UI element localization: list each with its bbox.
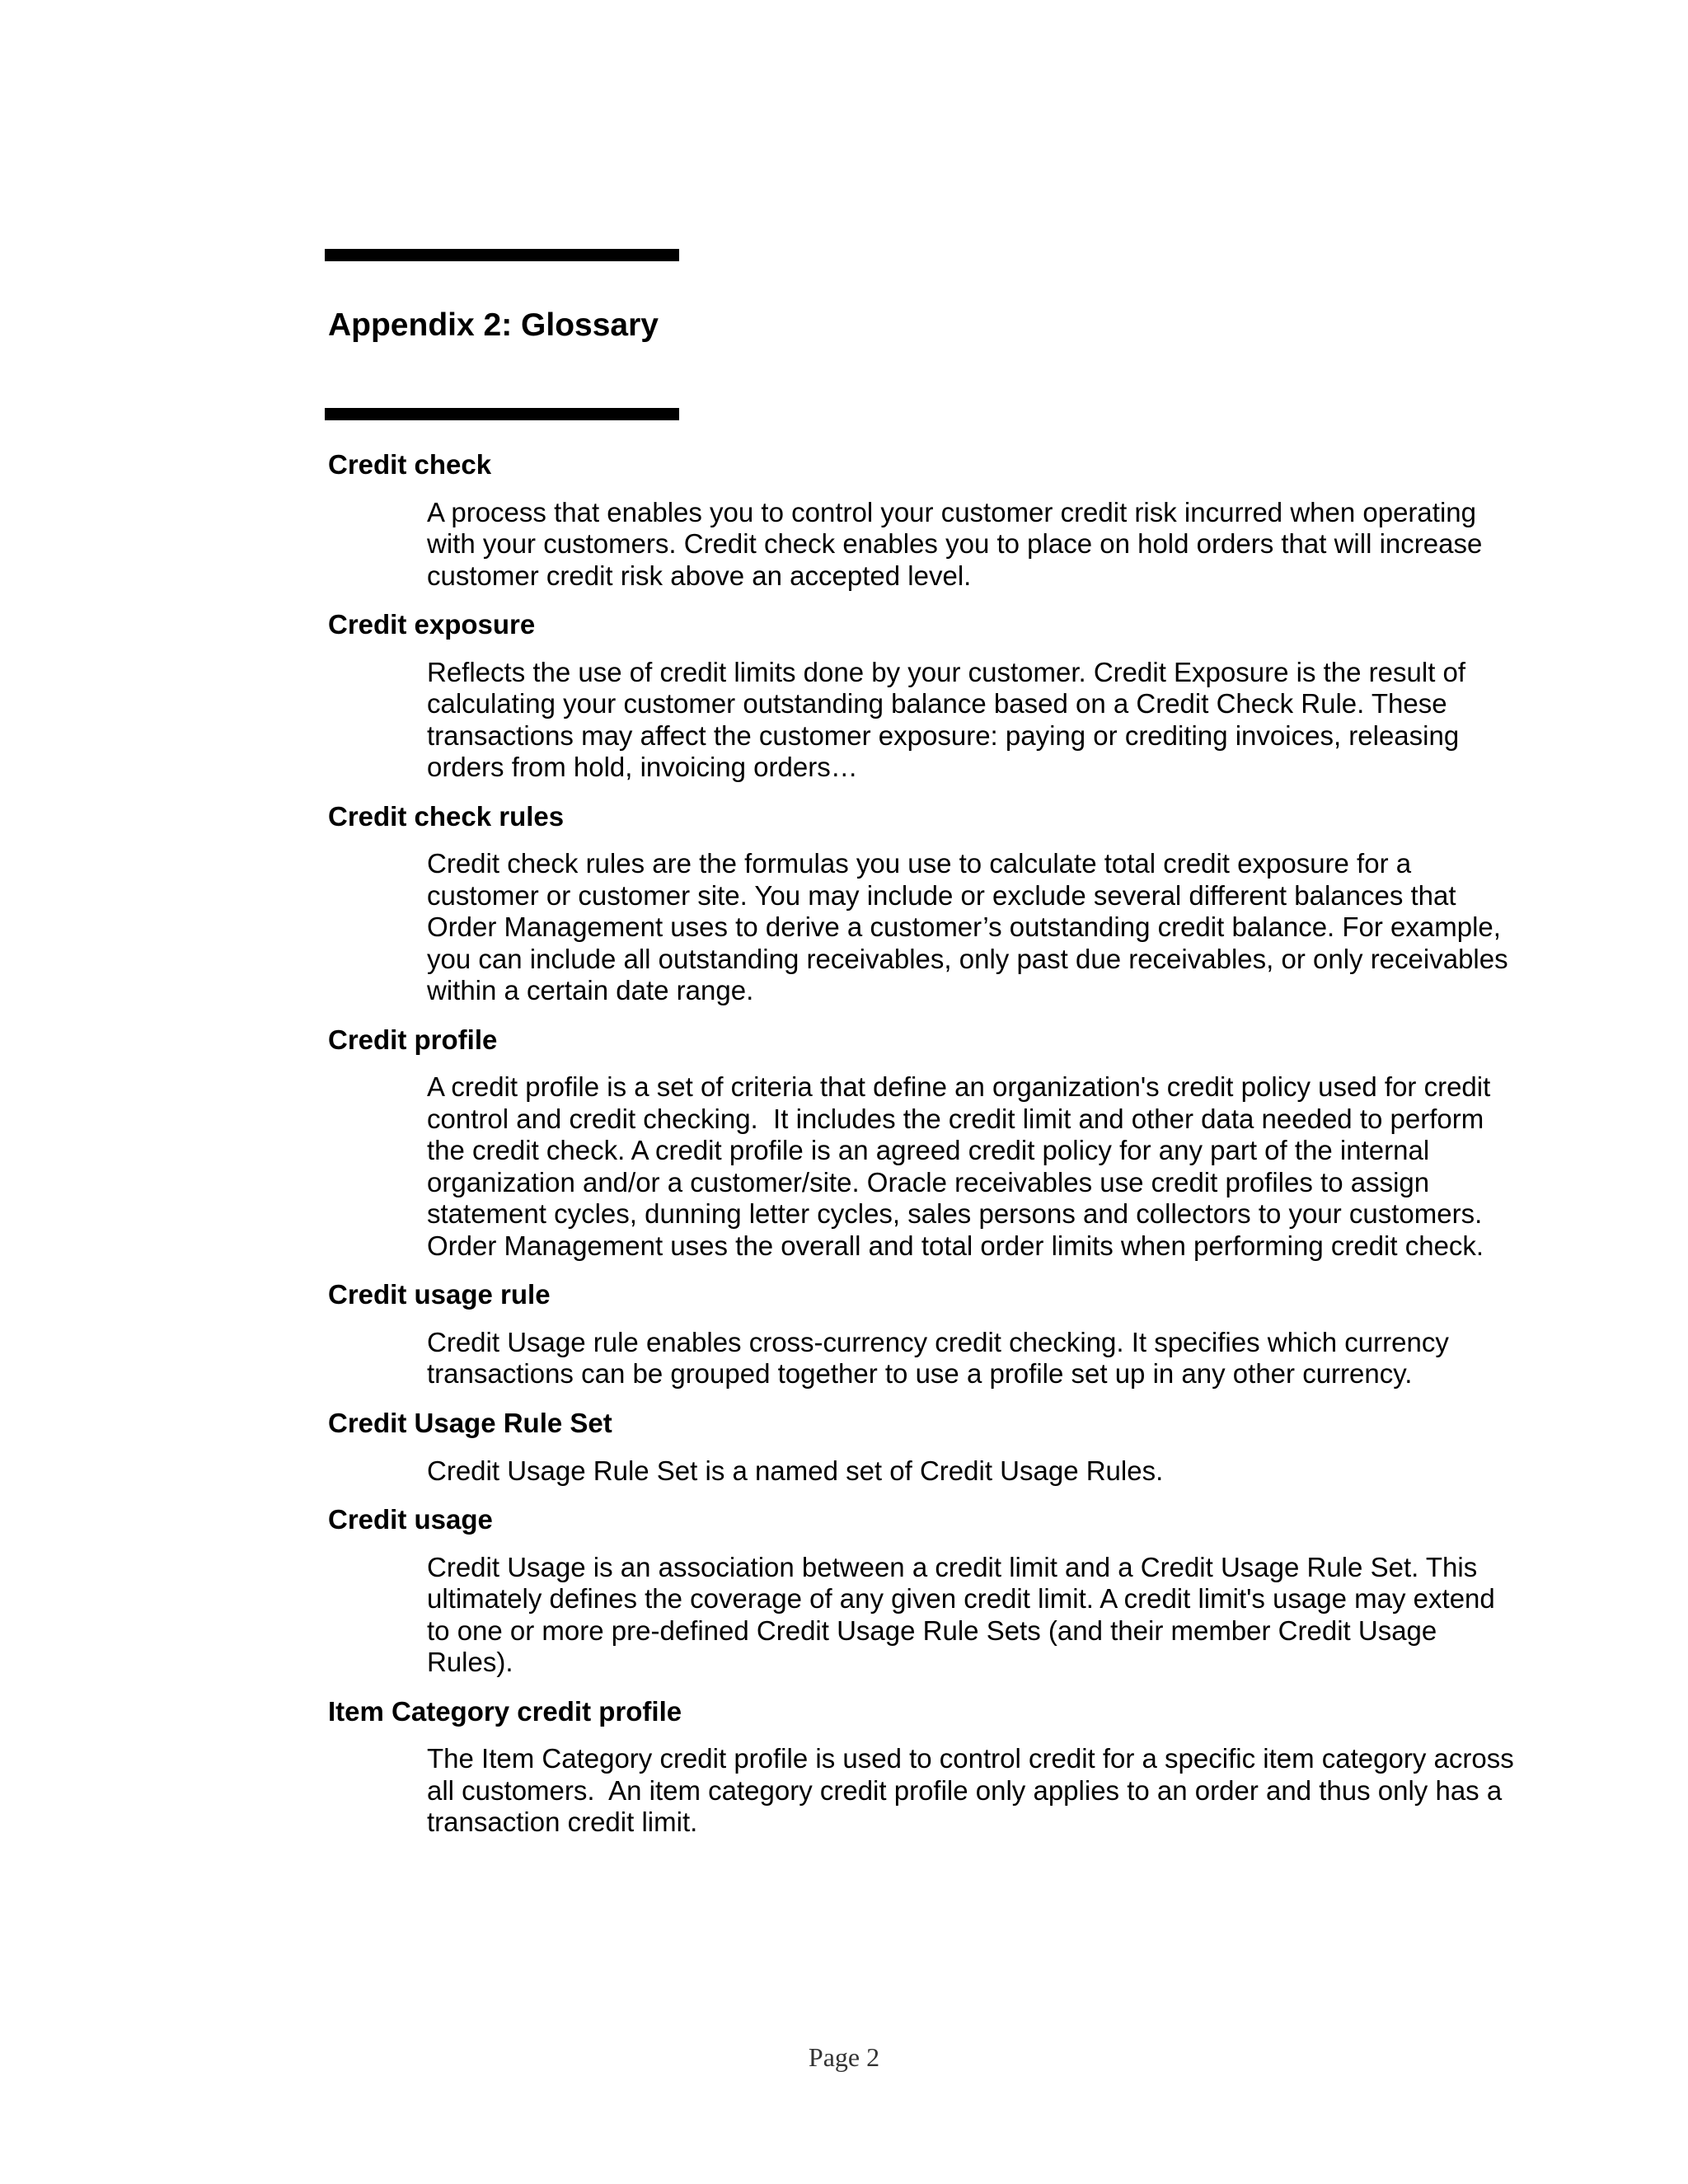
title-rule-top	[325, 249, 679, 261]
glossary-definition	[427, 497, 1531, 593]
definition-line: Credit Usage is an association between a credit limit and a Credit Usage Rule Set. This	[427, 1551, 1478, 1582]
glossary-definition	[427, 657, 1531, 784]
glossary-list	[328, 448, 1548, 1855]
glossary-definition	[427, 848, 1531, 1007]
definition-line: transaction credit limit.	[427, 1807, 698, 1838]
page-title: Appendix 2: Glossary	[328, 307, 659, 343]
glossary-term: Credit profile	[328, 1024, 498, 1055]
definition-line: transactions can be grouped together to use a profile set up in any other currency.	[427, 1358, 1413, 1390]
definition-line: Order Management uses the overall and total order limits when performing credit check.	[427, 1230, 1484, 1261]
glossary-definition	[427, 1327, 1531, 1390]
glossary-entry	[328, 1024, 1548, 1263]
glossary-term: Item Category credit profile	[328, 1695, 682, 1727]
definition-line: statement cycles, dunning letter cycles, sales persons and collectors to your customers.	[427, 1198, 1483, 1230]
definition-line: you can include all outstanding receivables, only past due receivables, or only receivables	[427, 943, 1508, 974]
glossary-definition	[427, 1455, 1531, 1488]
glossary-entry	[328, 448, 1548, 592]
definition-line: customer credit risk above an accepted level.	[427, 560, 972, 591]
definition-line: control and credit checking. It includes the credit limit and other data needed to perform	[427, 1103, 1484, 1134]
definition-line: The Item Category credit profile is used to control credit for a specific item category across	[427, 1743, 1514, 1774]
glossary-entry	[328, 1278, 1548, 1390]
definition-line: with your customers. Credit check enables you to place on hold orders that will increase	[427, 528, 1483, 560]
glossary-term: Credit Usage Rule Set	[328, 1407, 612, 1438]
definition-line: orders from hold, invoicing orders…	[427, 752, 858, 783]
definition-line: the credit check. A credit profile is an agreed credit policy for any part of the internal	[427, 1135, 1430, 1166]
glossary-entry	[328, 608, 1548, 784]
glossary-term: Credit usage rule	[328, 1279, 551, 1310]
definition-line: within a certain date range.	[427, 975, 754, 1006]
glossary-entry	[328, 1407, 1548, 1487]
glossary-entry	[328, 800, 1548, 1007]
glossary-entry	[328, 1503, 1548, 1679]
page-number: Page 2	[808, 2042, 880, 2072]
glossary-definition	[427, 1071, 1531, 1262]
definition-line: ultimately defines the coverage of any given credit limit. A credit limit's usage may extend	[427, 1583, 1495, 1615]
definition-line: Reflects the use of credit limits done by your customer. Credit Exposure is the result of	[427, 656, 1466, 687]
glossary-term: Credit check rules	[328, 800, 565, 832]
definition-line: Rules).	[427, 1647, 513, 1678]
glossary-entry	[328, 1695, 1548, 1839]
definition-line: A credit profile is a set of criteria that define an organization's credit policy used for credit	[427, 1071, 1491, 1103]
definition-line: Credit check rules are the formulas you use to calculate total credit exposure for a	[427, 848, 1412, 879]
definition-line: transactions may affect the customer exposure: paying or crediting invoices, releasing	[427, 719, 1460, 751]
definition-line: customer or customer site. You may include or exclude several different balances that	[427, 879, 1456, 911]
glossary-definition	[427, 1743, 1531, 1839]
definition-line: to one or more pre-defined Credit Usage Rule Sets (and their member Credit Usage	[427, 1615, 1437, 1646]
definition-line: Credit Usage Rule Set is a named set of Credit Usage Rules.	[427, 1455, 1164, 1486]
glossary-term: Credit usage	[328, 1504, 493, 1535]
title-rule-bottom	[325, 408, 679, 420]
definition-line: all customers. An item category credit profile only applies to an order and thus only has a	[427, 1774, 1503, 1806]
definition-line: organization and/or a customer/site. Oracle receivables use credit profiles to assign	[427, 1166, 1430, 1197]
definition-line: A process that enables you to control your customer credit risk incurred when operating	[427, 496, 1476, 527]
definition-line: Credit Usage rule enables cross-currency credit checking. It specifies which currency	[427, 1326, 1449, 1357]
definition-line: Order Management uses to derive a customer’s outstanding credit balance. For example,	[427, 912, 1501, 943]
glossary-term: Credit exposure	[328, 609, 536, 640]
definition-line: calculating your customer outstanding balance based on a Credit Check Rule. These	[427, 688, 1447, 719]
glossary-term: Credit check	[328, 449, 492, 480]
glossary-definition	[427, 1552, 1531, 1679]
